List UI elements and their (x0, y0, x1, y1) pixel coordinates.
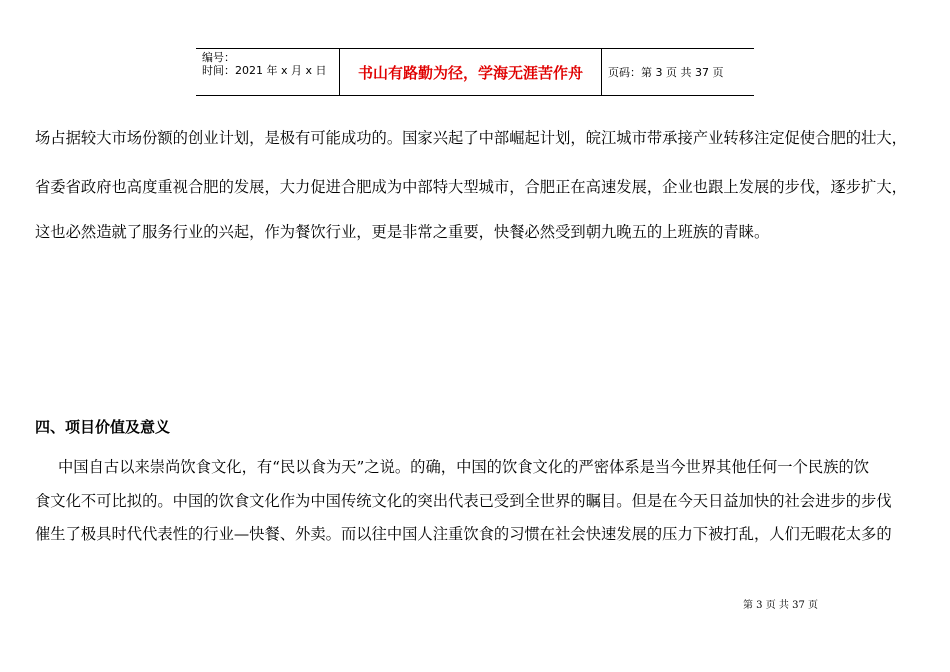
paragraph-line: 场占据较大市场份额的创业计划，是极有可能成功的。国家兴起了中部崛起计划，皖江城市带承接产业转移注定促使合肥的壮大， (35, 129, 907, 147)
header-page-info: 页码：第 3 页 共 37 页 (608, 66, 724, 79)
date-line: 时间：2021 年 x 月 x 日 (202, 64, 327, 77)
number-label: 编号： (202, 51, 235, 64)
paragraph-line: 食文化不可比拟的。中国的饮食文化作为中国传统文化的突出代表已受到全世界的瞩目。但是在今天日益加快的社会进步的步伐 (35, 492, 892, 510)
page-footer: 第 3 页 共 37 页 (743, 600, 818, 611)
page-header (196, 48, 754, 96)
header-motto: 书山有路勤为径，学海无涯苦作舟 (339, 49, 602, 95)
section-heading: 四、项目价值及意义 (35, 418, 171, 436)
paragraph-line: 这也必然造就了服务行业的兴起，作为餐饮行业，更是非常之重要，快餐必然受到朝九晚五的上班族的青睐。 (35, 223, 770, 241)
paragraph-line: 催生了极具时代代表性的行业—快餐、外卖。而以往中国人注重饮食的习惯在社会快速发展的压力下被打乱，人们无暇花太多的 (35, 525, 892, 543)
paragraph-line: 省委省政府也高度重视合肥的发展，大力促进合肥成为中部特大型城市，合肥正在高速发展，企业也跟上发展的步伐，逐步扩大， (35, 178, 907, 196)
paragraph-line: 中国自古以来崇尚饮食文化，有“民以食为天”之说。的确，中国的饮食文化的严密体系是当今世界其他任何一个民族的饮 (58, 458, 870, 476)
header-left-cell (196, 49, 339, 95)
